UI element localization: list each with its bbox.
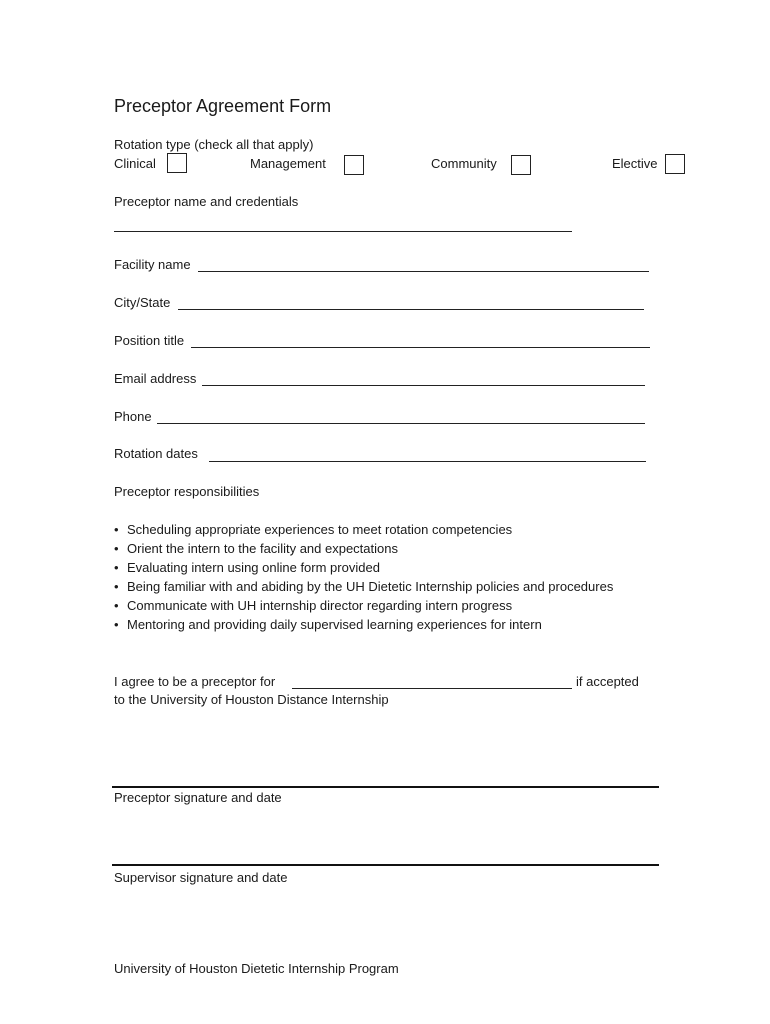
- city-state-label: City/State: [114, 295, 171, 310]
- responsibilities-list: [114, 520, 613, 634]
- bullet-icon: •: [114, 617, 119, 632]
- responsibilities-heading: Preceptor responsibilities: [114, 484, 260, 499]
- rotation-community-checkbox[interactable]: [511, 155, 531, 175]
- list-item: [114, 615, 613, 634]
- preceptor-name-field[interactable]: [114, 231, 572, 232]
- list-item: [114, 577, 613, 596]
- agreement-intern-field[interactable]: [292, 688, 572, 689]
- bullet-icon: •: [114, 522, 119, 537]
- list-item-text: Being familiar with and abiding by the UH Dietetic Internship policies and procedures: [127, 579, 614, 594]
- preceptor-signature-label: Preceptor signature and date: [114, 790, 282, 805]
- city-state-field[interactable]: [178, 309, 644, 310]
- list-item-text: Scheduling appropriate experiences to meet rotation competencies: [127, 522, 513, 537]
- bullet-icon: •: [114, 579, 119, 594]
- bullet-icon: •: [114, 598, 119, 613]
- phone-field[interactable]: [157, 423, 645, 424]
- list-item-text: Orient the intern to the facility and expectations: [127, 541, 398, 556]
- rotation-dates-label: Rotation dates: [114, 446, 198, 461]
- preceptor-signature-line[interactable]: [112, 786, 659, 788]
- supervisor-signature-label: Supervisor signature and date: [114, 870, 288, 885]
- rotation-community-label: Community: [431, 156, 497, 171]
- bullet-icon: •: [114, 541, 119, 556]
- rotation-clinical-checkbox[interactable]: [167, 153, 187, 173]
- position-title-label: Position title: [114, 333, 185, 348]
- phone-label: Phone: [114, 409, 152, 424]
- rotation-type-label: Rotation type (check all that apply): [114, 137, 314, 152]
- list-item: [114, 558, 613, 577]
- list-item: [114, 539, 613, 558]
- email-address-field[interactable]: [202, 385, 645, 386]
- facility-name-field[interactable]: [198, 271, 649, 272]
- rotation-clinical-label: Clinical: [114, 156, 156, 171]
- list-item: [114, 596, 613, 615]
- agreement-suffix: if accepted: [576, 674, 639, 689]
- rotation-management-checkbox[interactable]: [344, 155, 364, 175]
- list-item-text: Mentoring and providing daily supervised learning experiences for intern: [127, 617, 542, 632]
- preceptor-name-label: Preceptor name and credentials: [114, 194, 299, 209]
- email-address-label: Email address: [114, 371, 197, 386]
- rotation-dates-field[interactable]: [209, 461, 646, 462]
- list-item-text: Evaluating intern using online form provided: [127, 560, 380, 575]
- supervisor-signature-line[interactable]: [112, 864, 659, 866]
- page-title: Preceptor Agreement Form: [114, 96, 332, 116]
- rotation-management-label: Management: [250, 156, 326, 171]
- list-item: [114, 520, 613, 539]
- footer-program-name: University of Houston Dietetic Internship Program: [114, 961, 399, 976]
- agreement-prefix: I agree to be a preceptor for: [114, 674, 276, 689]
- agreement-line-2: to the University of Houston Distance Internship: [114, 692, 389, 707]
- position-title-field[interactable]: [191, 347, 650, 348]
- list-item-text: Communicate with UH internship director regarding intern progress: [127, 598, 513, 613]
- rotation-elective-label: Elective: [612, 156, 658, 171]
- facility-name-label: Facility name: [114, 257, 191, 272]
- bullet-icon: •: [114, 560, 119, 575]
- rotation-elective-checkbox[interactable]: [665, 154, 685, 174]
